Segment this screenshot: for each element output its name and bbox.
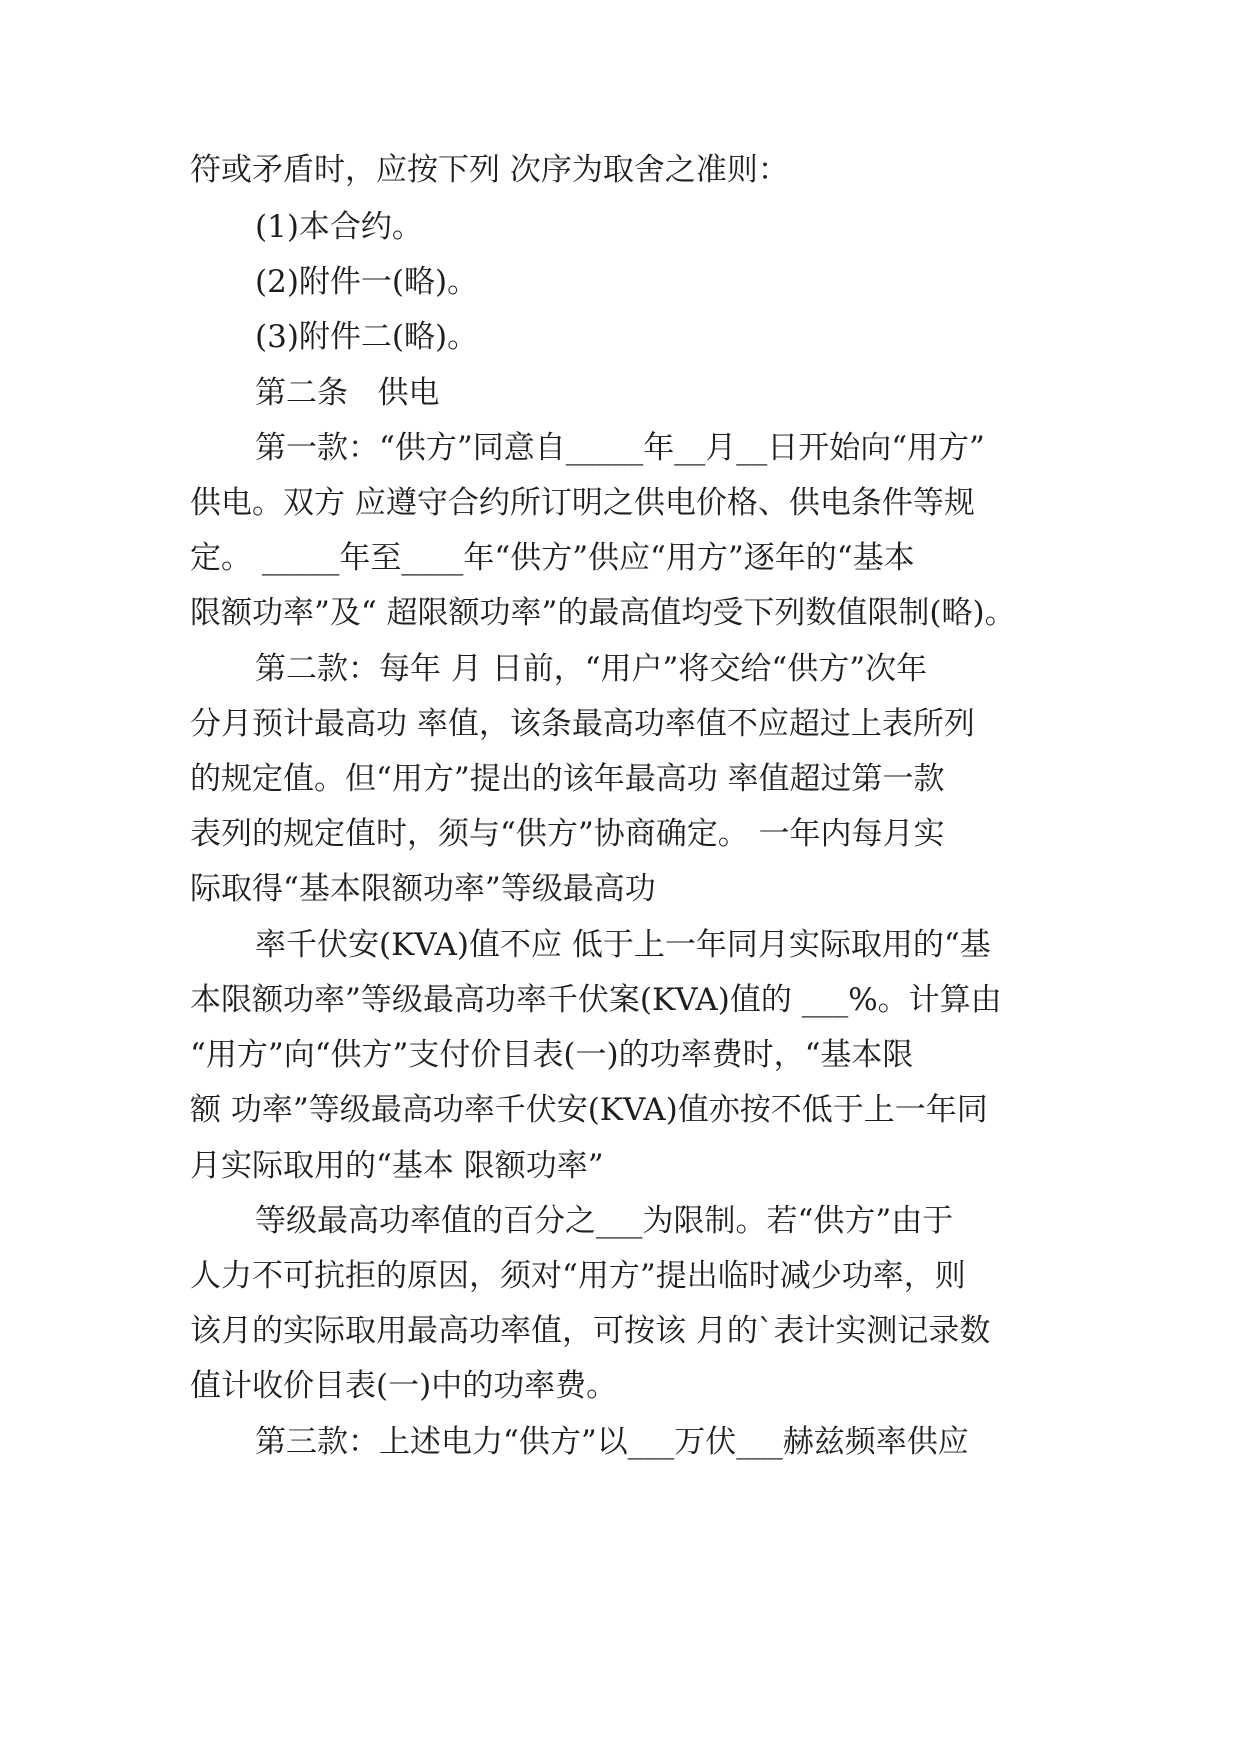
text-line: 第二款：每年 月 日前，“用户”将交给“供方”次年 [255, 651, 928, 687]
text-line: 符或矛盾时，应按下列 次序为取舍之准则： [190, 152, 789, 188]
text-line: 率千伏安(KVA)值不应 低于上一年同月实际取用的“基 [255, 927, 991, 963]
section-heading: 第二条 供电 [255, 375, 440, 411]
text-line: 该月的实际取用最高功率值，可按该 月的`表计实测记录数 [190, 1313, 991, 1349]
text-line: 分月预计最高功 率值，该条最高功率值不应超过上表所列 [190, 706, 975, 742]
text-line: 等级最高功率值的百分之___为限制。若“供方”由于 [255, 1203, 954, 1239]
text-line: 限额功率”及“ 超限额功率”的最高值均受下列数值限制(略)。 [190, 595, 1016, 631]
list-item: (1)本合约。 [255, 209, 423, 245]
text-line: 定。 _____年至____年“供方”供应“用方”逐年的“基本 [190, 540, 915, 576]
text-line: 值计收价目表(一)中的功率费。 [190, 1368, 618, 1404]
text-line: 额 功率”等级最高功率千伏安(KVA)值亦按不低于上一年同 [190, 1092, 988, 1128]
list-item: (2)附件一(略)。 [255, 264, 479, 300]
text-line: 第一款：“供方”同意自_____年__月__日开始向“用方” [255, 430, 985, 466]
text-line: 的规定值。但“用方”提出的该年最高功 率值超过第一款 [190, 761, 945, 797]
list-item: (3)附件二(略)。 [255, 319, 479, 355]
text-line: 供电。双方 应遵守合约所订明之供电价格、供电条件等规 [190, 485, 975, 521]
text-line: 第三款：上述电力“供方”以___万伏___赫兹频率供应 [255, 1424, 969, 1460]
text-line: 际取得“基本限额功率”等级最高功 [190, 871, 656, 907]
text-line: 本限额功率”等级最高功率千伏案(KVA)值的 ___%。计算由 [190, 982, 1002, 1018]
text-line: 表列的规定值时，须与“供方”协商确定。 一年内每月实 [190, 816, 945, 852]
text-line: “用方”向“供方”支付价目表(一)的功率费时，“基本限 [190, 1037, 914, 1073]
text-line: 月实际取用的“基本 限额功率” [190, 1148, 604, 1184]
text-line: 人力不可抗拒的原因，须对“用方”提出临时减少功率，则 [190, 1258, 966, 1294]
